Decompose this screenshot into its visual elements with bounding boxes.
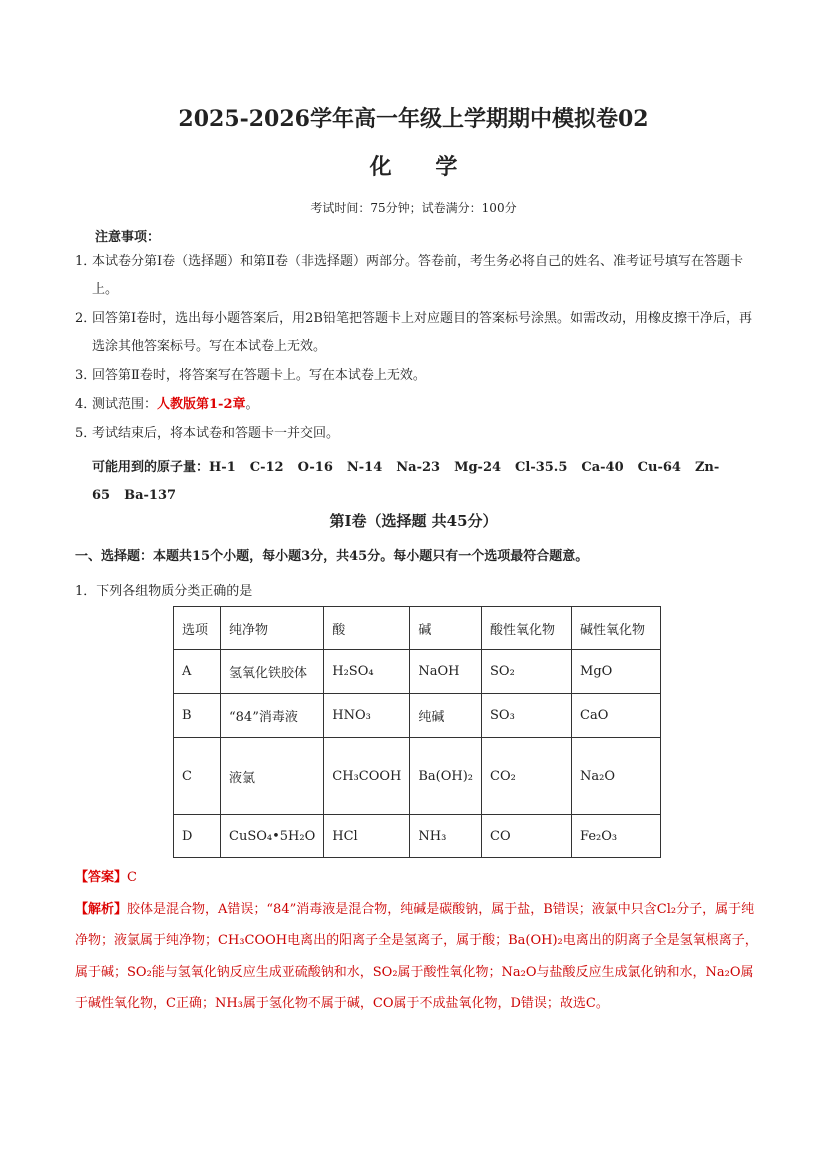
note-text: 本试卷分第Ⅰ卷（选择题）和第Ⅱ卷（非选择题）两部分。答卷前，考生务必将自己的姓名、准考证号填写在答题卡上。 [92,254,743,297]
answer-label: 【答案】 [75,870,128,885]
note-text: 测试范围： [92,397,158,412]
question-stem: 1．下列各组物质分类正确的是 [75,584,253,599]
note-number: 2． [75,311,97,326]
table-cell: 酸 [324,607,410,650]
solution [75,862,765,1020]
note-number: 5． [75,426,97,441]
table-cell: CaO [572,694,661,738]
section-title: 第Ⅰ卷（选择题 共45分） [329,512,498,530]
notes-heading: 注意事项： [95,230,161,245]
table-cell: Fe₂O₃ [572,815,661,858]
analysis-label: 【解析】 [75,901,128,917]
table-cell: 选项 [174,607,221,650]
atomic-mass: Ba-137 [124,488,177,503]
atomic-mass: Cl-35.5 [515,460,568,475]
table-cell: 碱 [410,607,482,650]
note-item [75,305,755,361]
atomic-mass: N-14 [346,460,383,475]
table-cell: HNO₃ [324,694,410,738]
table-cell: SO₃ [482,694,572,738]
note-number: 1． [75,254,97,269]
atomic-mass: Zn-65 [92,460,720,503]
part-heading: 一、选择题：本题共15个小题，每小题3分，共45分。每小题只有一个选项最符合题意。 [75,549,589,564]
table-cell: CO [482,815,572,858]
atomic-mass: Mg-24 [454,460,502,475]
table-cell: B [174,694,221,738]
table-cell: A [174,650,221,694]
table-cell: 纯碱 [410,694,482,738]
subject-title: 化 学 [369,154,476,180]
answer [75,862,765,894]
table-cell: CH₃COOH [324,738,410,815]
table-cell: 纯净物 [221,607,324,650]
atomic-mass: Na-23 [396,460,441,475]
note-text: 。 [245,397,259,412]
table-cell: Ba(OH)₂ [410,738,482,815]
table-row [174,607,661,650]
table-cell: HCl [324,815,410,858]
atomic-mass: Cu-64 [637,460,681,475]
table-cell: 氢氧化铁胶体 [221,650,324,694]
table-cell: NaOH [410,650,482,694]
table-row [174,815,661,858]
atomic-mass: H-1 [209,460,236,475]
table-cell: C [174,738,221,815]
note-item [75,420,755,448]
analysis [75,894,765,1020]
table-cell: H₂SO₄ [324,650,410,694]
note-text: 回答第Ⅰ卷时，选出每小题答案后，用2B铅笔把答题卡上对应题目的答案标号涂黑。如需改动，用橡皮擦干净后，再选涂其他答案标号。写在本试卷上无效。 [92,311,752,354]
classification-table [173,606,661,858]
atomic-mass: O-16 [297,460,333,475]
answer-value: C [127,870,137,885]
table-row [174,694,661,738]
table-cell: 酸性氧化物 [482,607,572,650]
note-number: 4． [75,397,97,412]
note-item [75,248,755,304]
table-cell: 液氯 [221,738,324,815]
table-cell: 碱性氧化物 [572,607,661,650]
atomic-masses-label: 可能用到的原子量： [92,460,210,475]
table-cell: SO₂ [482,650,572,694]
atomic-mass: Ca-40 [581,460,624,475]
table-cell: D [174,815,221,858]
note-item [75,362,755,390]
table-cell: “84”消毒液 [221,694,324,738]
table-cell: CO₂ [482,738,572,815]
table-cell: Na₂O [572,738,661,815]
test-scope: 人教版第1-2章 [157,397,246,412]
atomic-mass: C-12 [249,460,284,475]
table-row [174,738,661,815]
note-text: 回答第Ⅱ卷时，将答案写在答题卡上。写在本试卷上无效。 [92,368,426,383]
exam-info: 考试时间：75分钟；试卷满分：100分 [310,201,517,215]
table-cell: CuSO₄•5H₂O [221,815,324,858]
table-cell: MgO [572,650,661,694]
analysis-text: 胶体是混合物，A错误；“84”消毒液是混合物，纯碱是碳酸钠，属于盐，B错误；液氯中只含Cl₂分子，属于纯净物；液氯属于纯净物；CH₃COOH电离出的阳离子全是氢离子，属于酸；Ba(OH)₂电离出的阴离子全是氢氧根离子，属于碱；SO₂能与氢氧化钠反应生成亚硫酸钠和水，SO₂属于酸性氧化物；Na₂O与盐酸反应生成氯化钠和水，Na₂O属于碱性氧化物，C正确；NH₃属于氢化物不属于碱，CO属于不成盐氧化物，D错误；故选C。 [75,901,758,1011]
note-number: 3． [75,368,97,383]
atomic-masses [92,454,752,510]
table-cell: NH₃ [410,815,482,858]
note-text: 考试结束后，将本试卷和答题卡一并交回。 [92,426,340,441]
note-item [75,391,755,419]
table-row [174,650,661,694]
exam-title: 2025-2026学年高一年级上学期期中模拟卷02 [178,106,649,132]
